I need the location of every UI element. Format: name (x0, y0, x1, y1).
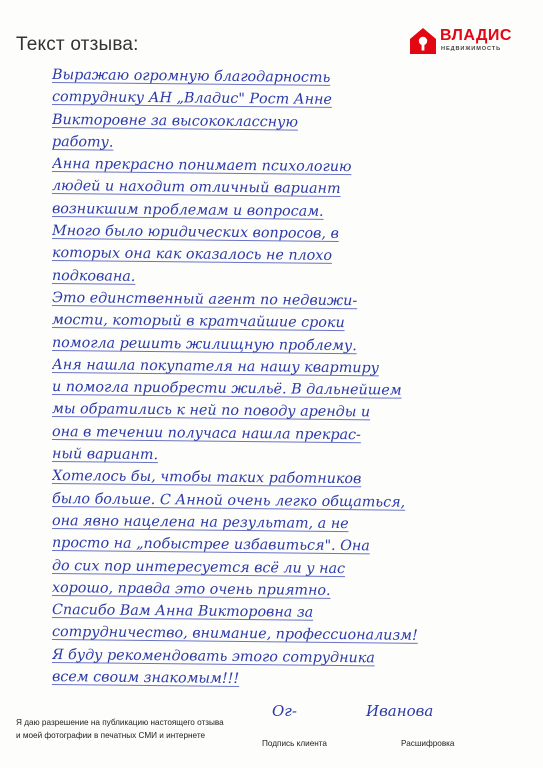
company-logo (408, 26, 528, 56)
house-icon (408, 26, 438, 56)
logo-brand: ВЛАДИС (440, 27, 512, 44)
review-line: мы обратились к ней по поводу аренды и (51, 401, 371, 421)
signature-label: Подпись клиента (262, 739, 327, 748)
review-line: подкована. (51, 267, 136, 285)
review-line: которых она как оказалось не плохо (51, 245, 333, 265)
review-line: ный вариант. (51, 446, 159, 464)
review-line: и помогла приобрести жильё. В дальнейшем (51, 379, 402, 399)
client-signature: Ог- (272, 702, 297, 720)
publication-permission (16, 716, 224, 742)
review-line: помогла решить жилищную проблему. (51, 334, 357, 354)
review-line: Много было юридических вопросов, в (51, 223, 339, 243)
review-line: людей и находит отличный вариант (51, 178, 341, 198)
review-line: всем своим знакомым!!! (51, 669, 240, 687)
signature-decoding: Иванова (366, 702, 434, 720)
review-line: Викторовне за высококлассную (51, 111, 299, 131)
logo-subtitle: НЕДВИЖИМОСТЬ (441, 46, 502, 52)
decoding-label: Расшифровка (401, 739, 455, 748)
review-line: до сих пор интересуется всё ли у нас (51, 557, 346, 577)
review-line: Аня нашла покупателя на нашу квартиру (51, 356, 380, 377)
review-line: Анна прекрасно понимает психологию (51, 156, 352, 176)
review-line: сотрудничество, внимание, профессионализм! (51, 624, 418, 645)
review-line: было больше. С Анной очень легко общаться, (51, 490, 406, 511)
review-line: Я буду рекомендовать этого сотрудника (51, 646, 375, 667)
review-line: она явно нацелена на результат, а не (51, 512, 349, 533)
review-line: Выражаю огромную благодарность (51, 67, 331, 86)
handwritten-review (52, 64, 532, 688)
review-line: Это единственный агент по недвижи- (51, 289, 358, 310)
review-line: просто на „побыстрее избавиться". Она (51, 535, 370, 555)
review-line: сотруднику АН „Владис" Рост Анне (51, 89, 332, 109)
review-line: возникшим проблемам и вопросам. (51, 200, 324, 220)
review-line: Спасибо Вам Анна Викторовна за (51, 602, 314, 621)
review-line: мости, который в кратчайшие сроки (51, 312, 345, 332)
permission-line: Я даю разрешение на публикацию настоящего отзыва (16, 718, 224, 727)
review-line: работу. (51, 133, 114, 151)
review-line: она в течении получаса нашла прекрас- (51, 423, 362, 443)
review-line: Хотелось бы, чтобы таких работников (51, 468, 362, 488)
page-title: Текст отзыва: (16, 34, 139, 55)
review-line: хорошо, правда это очень приятно. (51, 579, 331, 599)
permission-line: и моей фотографии в печатных СМИ и интернете (16, 731, 206, 740)
